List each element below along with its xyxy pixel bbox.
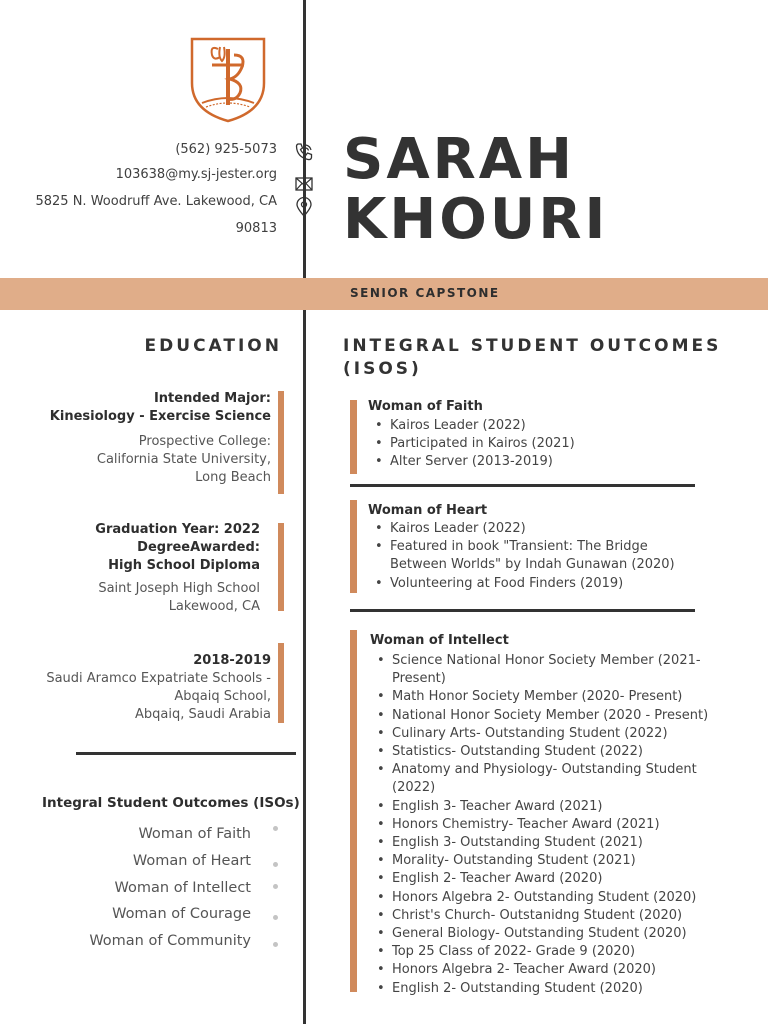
edu-line: Abqaiq School, <box>174 689 271 704</box>
list-item: • English 3- Outstanding Student (2021) <box>370 834 708 852</box>
iso-summary-item: Woman of Intellect <box>114 880 251 896</box>
list-item: • Top 25 Class of 2022- Grade 9 (2020) <box>370 943 708 961</box>
contact-email: 103638@my.sj-jester.org <box>115 167 277 182</box>
iso-summary-item: Woman of Courage <box>112 906 251 922</box>
list-item: • English 2- Teacher Award (2020) <box>370 870 708 888</box>
name-last: KHOURI <box>343 187 609 252</box>
edu-line: High School Diploma <box>108 558 260 573</box>
section-divider <box>350 609 695 612</box>
education-title: EDUCATION <box>144 336 282 356</box>
iso-group-list-intellect <box>370 652 708 998</box>
phone-icon <box>294 142 314 162</box>
iso-accent-bar <box>350 630 357 992</box>
edu-line: Long Beach <box>195 470 271 485</box>
bullet-dot-icon <box>273 884 278 889</box>
list-item: • Kairos Leader (2022) <box>368 417 575 435</box>
list-item-continuation: Between Worlds" by Indah Gunawan (2020) <box>390 557 675 573</box>
list-item: • General Biology- Outstanding Student (2020) <box>370 925 708 943</box>
list-item: • Science National Honor Society Member (2021- <box>370 652 708 670</box>
location-pin-icon <box>294 197 314 217</box>
list-item: • English 3- Teacher Award (2021) <box>370 798 708 816</box>
list-item: • Participated in Kairos (2021) <box>368 435 575 453</box>
edu-line: Saint Joseph High School <box>98 581 260 596</box>
iso-group-title-intellect: Woman of Intellect <box>370 633 509 648</box>
list-item: • Culinary Arts- Outstanding Student (2022) <box>370 725 708 743</box>
list-item: • Math Honor Society Member (2020- Present) <box>370 688 708 706</box>
iso-summary-title: Integral Student Outcomes (ISOs) <box>42 795 300 811</box>
banner-label: SENIOR CAPSTONE <box>350 286 500 300</box>
list-item-continuation: (2022) <box>392 780 436 796</box>
section-divider <box>350 484 695 487</box>
list-item: • Honors Chemistry- Teacher Award (2021) <box>370 816 708 834</box>
name-first: SARAH <box>343 127 575 192</box>
iso-summary-item: Woman of Heart <box>132 853 251 869</box>
iso-group-title-faith: Woman of Faith <box>368 399 483 414</box>
list-item-continuation: Present) <box>392 671 446 687</box>
iso-accent-bar <box>350 400 357 474</box>
edu-line: DegreeAwarded: <box>137 540 260 555</box>
edu-line: California State University, <box>96 452 271 467</box>
list-item: • National Honor Society Member (2020 - Present) <box>370 707 708 725</box>
list-item: • Christ's Church- Outstanidng Student (2020) <box>370 907 708 925</box>
iso-group-list-faith <box>368 417 575 472</box>
education-block-graduation <box>95 521 260 616</box>
mail-icon <box>294 174 314 194</box>
education-accent-bar <box>278 643 284 723</box>
edu-line: Graduation Year: 2022 <box>95 522 260 537</box>
section-divider <box>76 752 296 755</box>
list-item: • Featured in book "Transient: The Bridge <box>368 538 675 556</box>
contact-address-line1: 5825 N. Woodruff Ave. Lakewood, CA <box>35 194 277 209</box>
contact-phone: (562) 925-5073 <box>175 142 277 157</box>
bullet-dot-icon <box>273 862 278 867</box>
bullet-dot-icon <box>273 942 278 947</box>
iso-summary-item: Woman of Community <box>89 933 251 949</box>
iso-accent-bar <box>350 500 357 593</box>
edu-line: Kinesiology - Exercise Science <box>49 409 271 424</box>
list-item: • Anatomy and Physiology- Outstanding Student <box>370 761 708 779</box>
education-accent-bar <box>278 391 284 494</box>
edu-line: Lakewood, CA <box>168 599 260 614</box>
list-item: • Honors Algebra 2- Teacher Award (2020) <box>370 961 708 979</box>
edu-line: Saudi Aramco Expatriate Schools - <box>46 671 271 686</box>
iso-group-title-heart: Woman of Heart <box>368 503 488 518</box>
list-item: • Kairos Leader (2022) <box>368 520 675 538</box>
isos-title-line1: INTEGRAL STUDENT OUTCOMES <box>343 336 722 356</box>
edu-line: Intended Major: <box>153 391 271 406</box>
bullet-dot-icon <box>273 826 278 831</box>
list-item: • Honors Algebra 2- Outstanding Student (2020) <box>370 889 708 907</box>
list-item: • English 2- Outstanding Student (2020) <box>370 980 708 998</box>
education-block-aramco <box>46 652 271 724</box>
isos-title-line2: (ISOS) <box>343 359 422 379</box>
education-accent-bar <box>278 523 284 611</box>
edu-line: Prospective College: <box>138 434 271 449</box>
edu-line: 2018-2019 <box>193 653 271 668</box>
list-item: • Volunteering at Food Finders (2019) <box>368 575 675 593</box>
iso-group-list-heart <box>368 520 675 593</box>
bullet-dot-icon <box>273 915 278 920</box>
education-block-major <box>50 390 271 487</box>
school-crest-logo <box>188 35 268 125</box>
list-item: • Alter Server (2013-2019) <box>368 453 575 471</box>
edu-line: Abqaiq, Saudi Arabia <box>135 707 271 722</box>
iso-summary-item: Woman of Faith <box>138 826 251 842</box>
list-item: • Morality- Outstanding Student (2021) <box>370 852 708 870</box>
contact-address-line2: 90813 <box>235 221 277 236</box>
list-item: • Statistics- Outstanding Student (2022) <box>370 743 708 761</box>
